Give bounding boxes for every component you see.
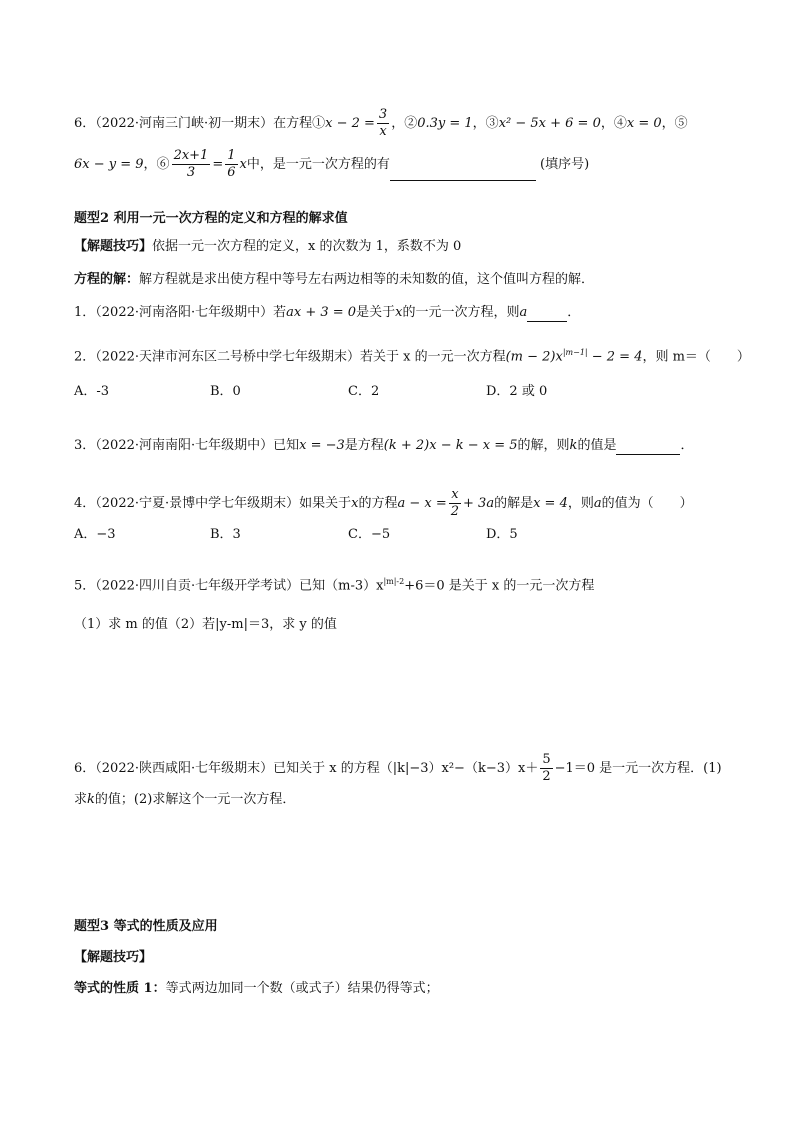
section-title-type3: 题型3 等式的性质及应用 (74, 919, 218, 934)
question-3: 3．（2022·河南南阳·七年级期中）已知x = −3是方程(k + 2)x − k − x = 5的解，则k的值是 ． (74, 438, 694, 453)
choice-d[interactable]: D．5 (486, 527, 518, 542)
section-title-type2: 题型2 利用一元一次方程的定义和方程的解求值 (74, 211, 348, 226)
question-5-subparts: （1）求 m 的值（2）若|y-m|＝3，求 y 的值 (74, 617, 337, 632)
question-2: 2．（2022·天津市河东区二号桥中学七年级期末）若关于 x 的一元一次方程$(m - 2)x^{|m-1|} - 2 = 4$，则 m＝（ ） (74, 348, 750, 365)
question-1: 1．（2022·河南洛阳·七年级期中）若ax + 3 = 0是关于x的一元一次方程，则a ． (74, 305, 581, 320)
choice-a[interactable]: A．−3 (74, 527, 116, 542)
choice-b[interactable]: B．0 (210, 384, 241, 399)
question-6a-line2: 6x − y = 9，⑥ $\frac{2x+1}{3}$ = $\frac{1}{6}$ x中，是一元一次方程的有 (填序号) (74, 148, 590, 180)
choice-a[interactable]: A．-3 (74, 384, 110, 399)
equality-property-1: 等式的性质 1：等式两边加同一个数（或式子）结果仍得等式； (74, 981, 439, 996)
question-6b-line1: 6．（2022·陕西咸阳·七年级期末）已知关于 x 的方程（|k|−3）x²−（k−3）x＋ $\frac{5}{2}$ −1＝0 是一元一次方程．(1) (74, 752, 722, 784)
fraction-5-over-2: $\frac{5}{2}$ (542, 752, 551, 784)
question-6b-line2: 求k的值；(2)求解这个一元一次方程． (74, 792, 296, 807)
tip-line: 【解题技巧】依据一元一次方程的定义，x 的次数为 1，系数不为 0 (74, 239, 462, 254)
fraction-3-over-x: $\frac{3}{x}$ (378, 107, 388, 139)
fraction-1-over-6: $\frac{1}{6}$ (227, 148, 236, 180)
fraction-2x1-over-3: $\frac{2x+1}{3}$ (173, 148, 209, 180)
choice-d[interactable]: D．2 或 0 (486, 384, 548, 399)
answer-blank[interactable] (616, 440, 680, 455)
answer-blank[interactable] (390, 166, 536, 181)
tip-label-type3: 【解题技巧】 (74, 950, 153, 965)
question-4: 4．（2022·宁夏·景博中学七年级期末）如果关于x的方程a − x = $\frac{x}{2}$ + 3a的解是x = 4，则a的值为（ ） (74, 487, 693, 519)
question-5: 5．（2022·四川自贡·七年级开学考试）已知$(m-3)x^{|m|-2}+6=0$ 是关于 x 的一元一次方程 (74, 577, 595, 594)
choice-b[interactable]: B．3 (210, 527, 241, 542)
question-6a-line1: 6．（2022·河南三门峡·初一期末）在方程①x − 2 = $\frac{3}{x}$ ，②0.3y = 1，③x² − 5x + 6 = 0，④x = 0，⑤ (74, 107, 688, 139)
choice-c[interactable]: C．−5 (348, 527, 391, 542)
choice-c[interactable]: C．2 (348, 384, 380, 399)
solution-definition-line: 方程的解：解方程就是求出使方程中等号左右两边相等的未知数的值，这个值叫方程的解． (74, 272, 595, 287)
answer-blank[interactable] (527, 307, 567, 322)
fraction-x-over-2: $\frac{x}{2}$ (450, 487, 460, 519)
